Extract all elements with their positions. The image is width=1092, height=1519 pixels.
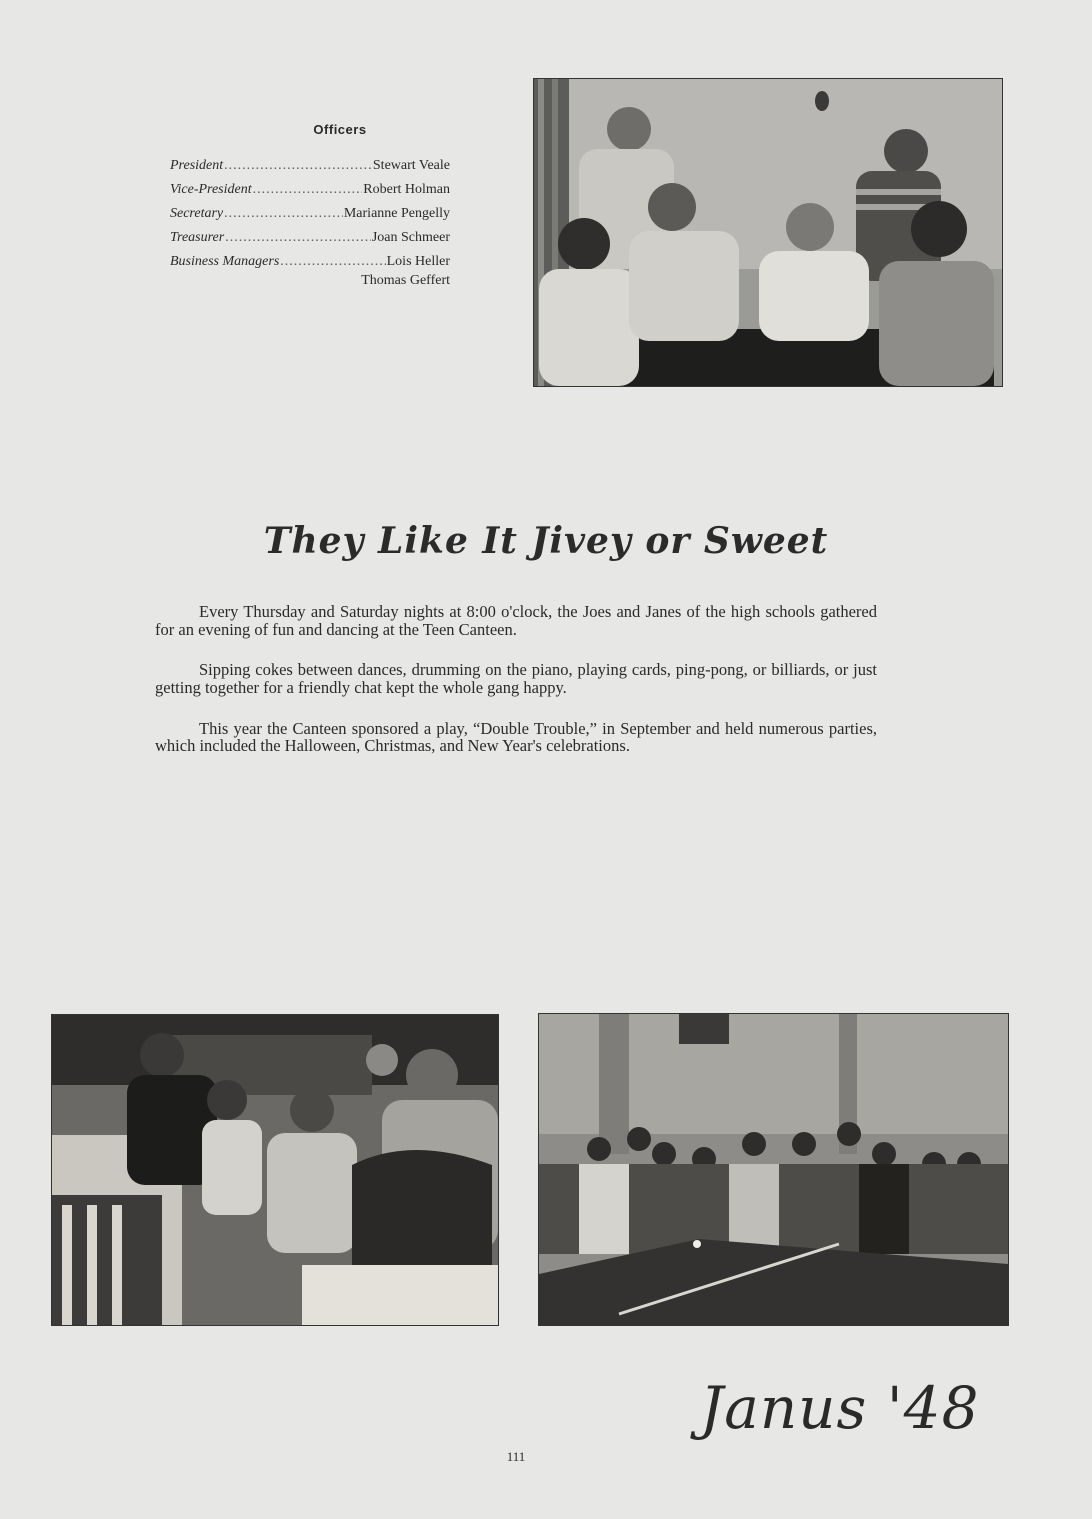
paragraph: This year the Canteen sponsored a play, “Double Trouble,” in September and held numerous parties, which included the Halloween, Christmas, and New Year's celebrations. — [155, 718, 877, 756]
janus-signature — [690, 1362, 1000, 1482]
page-number: 111 — [506, 1449, 526, 1464]
officer-name-continued: Thomas Geffert — [361, 273, 450, 288]
officer-name: Joan Schmeer — [371, 230, 450, 245]
paragraph: Sipping cokes between dances, drumming on the piano, playing cards, ping-pong, or billiards, or just getting together for a friendly chat kept the whole gang happy. — [155, 660, 877, 697]
officer-row — [170, 183, 450, 207]
officer-role: Business Managers — [170, 254, 280, 269]
officer-role: Treasurer — [170, 230, 225, 245]
officer-row — [170, 231, 450, 255]
officer-row — [170, 159, 450, 183]
page-headline: They Like It Jivey or Sweet — [263, 520, 829, 562]
signature-text: Janus '48 — [700, 1374, 980, 1442]
officers-group-photo — [533, 78, 1003, 387]
officer-name: Robert Holman — [363, 182, 450, 197]
paragraph: Every Thursday and Saturday nights at 8:00 o'clock, the Joes and Janes of the high schools gathered for an evening of fun and dancing at the Teen Canteen. — [155, 602, 877, 639]
body-text — [155, 603, 877, 778]
officer-row — [170, 207, 450, 231]
officer-role: President — [170, 158, 224, 173]
officers-heading: Officers — [313, 122, 367, 137]
officer-name: Marianne Pengelly — [343, 206, 450, 221]
officers-list — [170, 122, 450, 289]
officer-role: Secretary — [170, 206, 224, 221]
officer-name: Stewart Veale — [372, 158, 450, 173]
officer-role: Vice-President — [170, 182, 252, 197]
officer-name: Lois Heller — [386, 254, 450, 269]
ping-pong-photo — [538, 1013, 1009, 1326]
lounge-photo — [51, 1014, 499, 1326]
